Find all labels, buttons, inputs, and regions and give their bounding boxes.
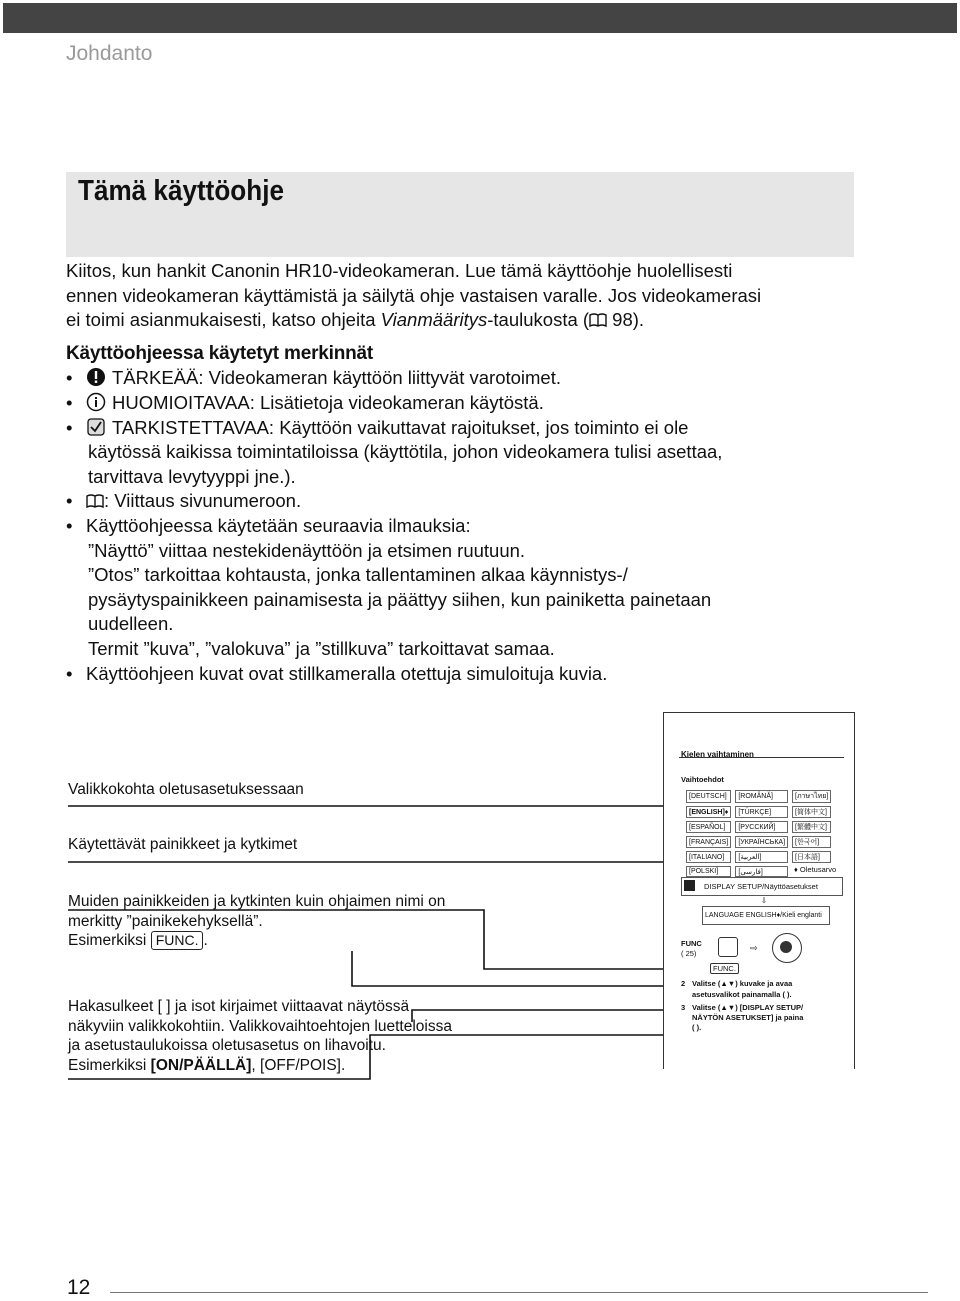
list-item-terms: • Käyttöohjeessa käytetään seuraavia ilmauksia: <box>66 514 471 536</box>
intro-line-1: Kiitos, kun hankit Canonin HR10-videokameran. Lue tämä käyttöohje huolellisesti <box>66 260 733 281</box>
func-ref: ( 25) <box>681 949 697 958</box>
default-note: ♦ Oletusarvo <box>794 865 837 874</box>
term-2-line-3: uudelleen. <box>88 613 174 635</box>
section-title: Johdanto <box>66 42 153 65</box>
footer-rule <box>110 1292 928 1293</box>
func-label: FUNC <box>681 939 702 948</box>
step-3-line-1: Valitse (▲▼) [DISPLAY SETUP/ <box>692 1003 804 1012</box>
func-key: FUNC. <box>151 931 204 950</box>
term-3: Termit ”kuva”, ”valokuva” ja ”stillkuva” tarkoittavat samaa. <box>88 637 555 659</box>
table-row: [ENGLISH]♦ [TÜRKÇE] [简体中文] <box>686 806 831 818</box>
step-number: 2 <box>681 979 686 988</box>
sample-options-label: Vaihtoehdot <box>681 775 724 784</box>
table-row: [ITALIANO] [العربية] [日本語] <box>686 851 831 863</box>
leader-line-3 <box>68 910 710 969</box>
page-title: Tämä käyttöohje <box>78 175 284 207</box>
callout-buttons: Käytettävät painikkeet ja kytkimet <box>68 836 298 853</box>
func-key-small: FUNC. <box>710 963 739 974</box>
list-item-important: • TÄRKEÄÄ: Videokameran käyttöön liittyvät varotoimet. <box>66 367 561 389</box>
step-2-line-2: asetusvalikot painamalla ( ). <box>692 990 792 999</box>
page-number: 12 <box>67 1276 91 1299</box>
table-row: [FRANÇAIS] [УКРАЇНСЬКА] [한국어] <box>686 836 831 848</box>
callout-default: Valikkokohta oletusasetuksessaan <box>68 781 304 798</box>
menu-icon <box>684 880 695 891</box>
arrow-down-icon: ⇩ <box>761 896 768 905</box>
language-setting: LANGUAGE ENGLISH♦/Kieli englanti <box>705 912 822 919</box>
step-3-line-2: NÄYTÖN ASETUKSET] ja paina <box>692 1013 804 1022</box>
arrow-right-icon: ⇨ <box>750 943 758 953</box>
sample-page-illustration <box>663 712 855 1069</box>
term-2-line-1: ”Otos” tarkoittaa kohtausta, jonka tallentaminen alkaa käynnistys-/ <box>88 564 628 586</box>
callout-brackets: Hakasulkeet [ ] ja isot kirjaimet viittaavat näytössä näkyviin valikkokohtiin. Valikkovaihtoehtojen luetteloissa ja asetustaulukoissa oletusasetus on lihavoitu. Esimerkiksi [ON/PÄÄLLÄ], [OFF/POIS]. <box>68 998 452 1074</box>
sample-heading: Kielen vaihtaminen <box>681 750 754 759</box>
intro-line-3: ei toimi asianmukaisesti, katso ohjeita Vianmääritys-taulukosta ( 98). <box>66 309 645 331</box>
list-item-check: • TARKISTETTAVAA: Käyttöön vaikuttavat rajoitukset, jos toiminto ei ole <box>66 416 689 438</box>
leader-line-4b <box>412 1010 690 1022</box>
leader-line-4 <box>68 1035 690 1079</box>
menu-path: DISPLAY SETUP/Näyttöasetukset <box>704 882 818 891</box>
func-button-graphic <box>718 937 738 957</box>
intro-line-2: ennen videokameran käyttämistä ja säilytä ohje vastaisen varalle. Jos videokamerasi <box>66 284 762 306</box>
check-line-3: tarvittava levytyyppi jne.). <box>88 465 296 487</box>
step-3-line-3: ( ). <box>692 1023 702 1032</box>
callout-frame: Muiden painikkeiden ja kytkinten kuin ohjaimen nimi on merkitty ”painikekehyksellä”. Esimerkiksi FUNC. . <box>68 893 446 949</box>
term-1: ”Näyttö” viittaa nestekidenäyttöön ja etsimen ruutuun. <box>88 539 526 561</box>
check-line-2: käytössä kaikissa toimintatiloissa (käyttötila, johon videokamera tulisi asettaa, <box>88 441 723 463</box>
step-2-line-1: Valitse (▲▼) kuvake ja avaa <box>692 979 793 988</box>
list-item-ref: • : Viittaus sivunumeroon. <box>66 490 302 512</box>
term-2-line-2: pysäytyspainikkeen painamisesta ja päättyy siihen, kun painiketta painetaan <box>88 588 712 610</box>
list-item-note: • HUOMIOITAVAA: Lisätietoja videokameran käytöstä. <box>66 391 544 413</box>
table-row: [DEUTSCH] [ROMÂNĂ] [ภาษาไทย] <box>686 790 831 803</box>
step-number: 3 <box>681 1003 686 1012</box>
list-item-images: • Käyttöohjeen kuvat ovat stillkameralla otettuja simuloituja kuvia. <box>66 662 608 684</box>
table-row: [ESPAÑOL] [РУССКИЙ] [繁體中文] <box>686 821 831 833</box>
table-row: [POLSKI] [فارسی] <box>686 866 831 877</box>
symbols-heading: Käyttöohjeessa käytetyt merkinnät <box>66 342 374 364</box>
